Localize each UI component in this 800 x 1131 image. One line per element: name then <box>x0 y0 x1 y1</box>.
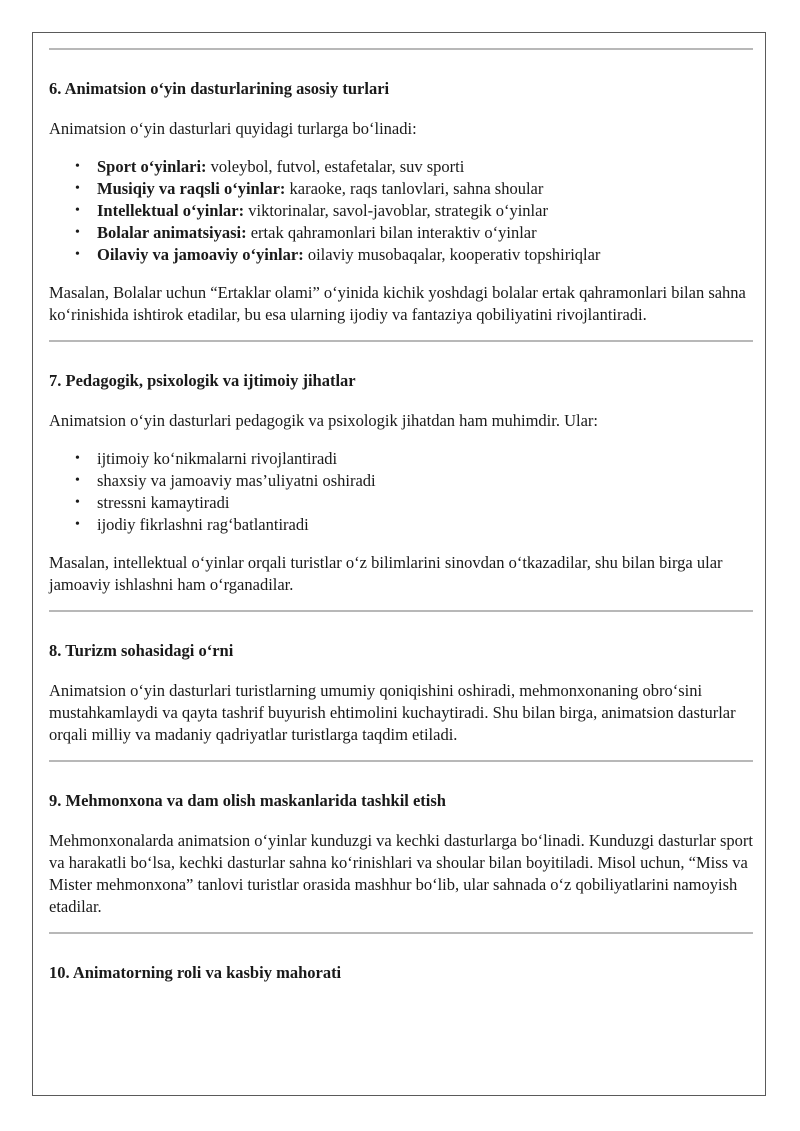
bullet-icon: • <box>75 517 80 532</box>
section-9 <box>49 790 753 918</box>
list-item <box>75 492 753 514</box>
section-heading: 7. Pedagogik, psixologik va ijtimoiy jihatlar <box>49 371 356 390</box>
bullet-icon: • <box>75 181 80 196</box>
list-item <box>75 156 753 178</box>
list-item-text: ijodiy fikrlashni rag‘batlantiradi <box>97 515 309 534</box>
bullet-icon: • <box>75 473 80 488</box>
section-6 <box>49 78 753 326</box>
list-item-text: voleybol, futvol, estafetalar, suv sporti <box>206 157 465 176</box>
list-item-text: ijtimoiy ko‘nikmalarni rivojlantiradi <box>97 449 338 468</box>
list-item-text: karaoke, raqs tanlovlari, sahna shoular <box>285 179 544 198</box>
section-body: Mehmonxonalarda animatsion o‘yinlar kunduzgi va kechki dasturlarga bo‘linadi. Kunduzgi dasturlar sport va harakatli bo‘lsa, kechki dasturlar sahna ko‘rinishlari va shoular bilan boyitiladi. Misol uchun, “Miss va Mister mehmonxona” tanlovi turistlar orasida mashhur bo‘lib, ular sahnada o‘z qobiliyatlarini namoyish etadilar. <box>49 831 753 916</box>
section-heading: 8. Turizm sohasidagi o‘rni <box>49 641 234 660</box>
section-heading: 6. Animatsion o‘yin dasturlarining asosiy turlari <box>49 79 390 98</box>
list-item <box>75 244 753 266</box>
list-item-label: Oilaviy va jamoaviy o‘yinlar: <box>97 245 304 264</box>
list-item <box>75 178 753 200</box>
bullet-icon: • <box>75 225 80 240</box>
list-item <box>75 470 753 492</box>
list-item-label: Bolalar animatsiyasi: <box>97 223 247 242</box>
section-heading: 10. Animatorning roli va kasbiy mahorati <box>49 963 342 982</box>
list-item-label: Intellektual o‘yinlar: <box>97 201 245 220</box>
section-8 <box>49 640 753 746</box>
types-list <box>49 156 753 266</box>
list-item-label: Sport o‘yinlari: <box>97 157 207 176</box>
list-item-text: oilaviy musobaqalar, kooperativ topshiriqlar <box>303 245 601 264</box>
list-item-label: Musiqiy va raqsli o‘yinlar: <box>97 179 286 198</box>
aspects-list <box>49 448 753 536</box>
bullet-icon: • <box>75 203 80 218</box>
list-item-text: ertak qahramonlari bilan interaktiv o‘yinlar <box>246 223 537 242</box>
list-item-text: stressni kamaytiradi <box>97 493 230 512</box>
section-body: Animatsion o‘yin dasturlari turistlarning umumiy qoniqishini oshiradi, mehmonxonaning obro‘sini mustahkamlaydi va qayta tashrif buyurish ehtimolini kuchaytiradi. Shu bilan birga, animatsion dasturlar orqali milliy va madaniy qadriyatlar turistlarga taqdim etiladi. <box>49 681 736 744</box>
list-item <box>75 448 753 470</box>
bullet-icon: • <box>75 495 80 510</box>
section-10 <box>49 962 753 984</box>
document-page <box>32 32 766 1096</box>
bullet-icon: • <box>75 451 80 466</box>
list-item <box>75 200 753 222</box>
document-content <box>49 33 753 984</box>
section-example: Masalan, Bolalar uchun “Ertaklar olami” o‘yinida kichik yoshdagi bolalar ertak qahramonlari bilan sahna ko‘rinishida ishtirok etadilar, bu esa ularning ijodiy va fantaziya qobiliyatini rivojlantiradi. <box>49 283 746 324</box>
list-item-text: viktorinalar, savol-javoblar, strategik o‘yinlar <box>244 201 548 220</box>
section-example: Masalan, intellektual o‘yinlar orqali turistlar o‘z bilimlarini sinovdan o‘tkazadilar, shu bilan birga ular jamoaviy ishlashni ham o‘rganadilar. <box>49 553 723 594</box>
section-7 <box>49 370 753 596</box>
bullet-icon: • <box>75 247 80 262</box>
list-item-text: shaxsiy va jamoaviy mas’uliyatni oshiradi <box>97 471 376 490</box>
section-intro: Animatsion o‘yin dasturlari quyidagi turlarga bo‘linadi: <box>49 119 417 138</box>
section-heading: 9. Mehmonxona va dam olish maskanlarida tashkil etish <box>49 791 446 810</box>
list-item <box>75 514 753 536</box>
bullet-icon: • <box>75 159 80 174</box>
section-intro: Animatsion o‘yin dasturlari pedagogik va psixologik jihatdan ham muhimdir. Ular: <box>49 411 598 430</box>
list-item <box>75 222 753 244</box>
